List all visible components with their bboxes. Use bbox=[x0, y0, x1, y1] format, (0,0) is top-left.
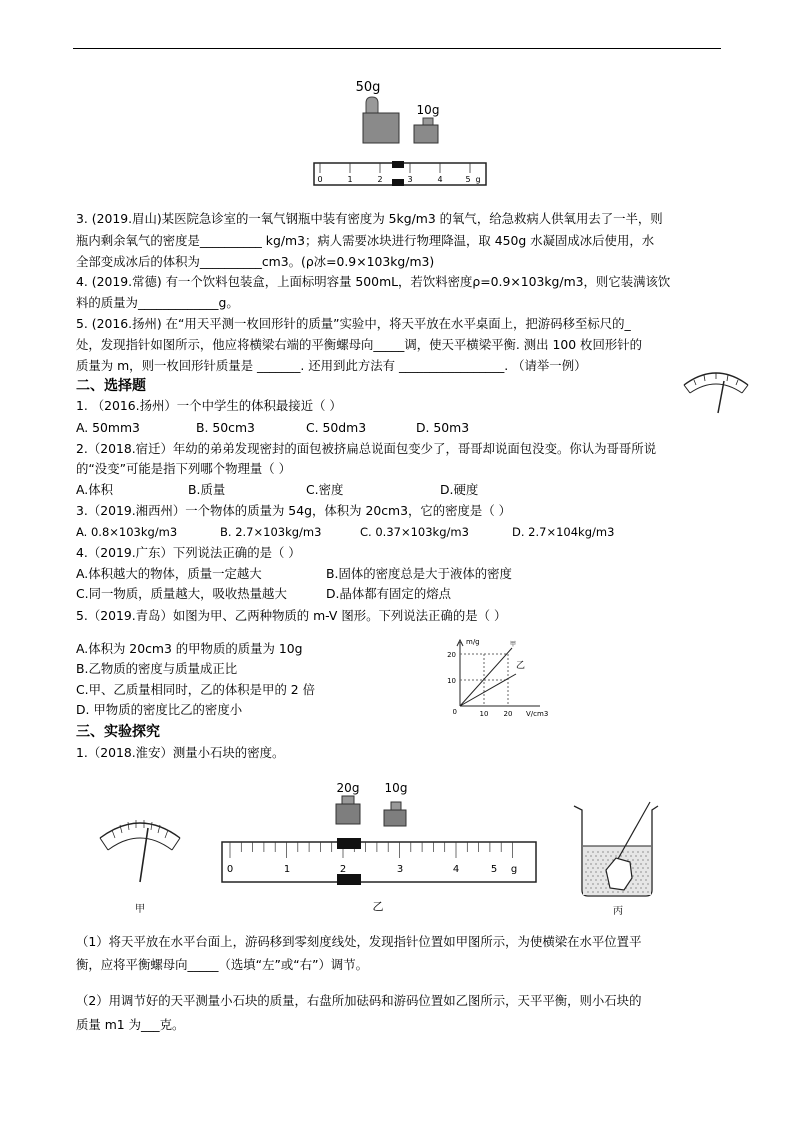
ruler-tick-0: 0 bbox=[317, 175, 323, 184]
water-texture-dot bbox=[597, 891, 598, 892]
water-texture-dot bbox=[595, 879, 596, 880]
fig-yi-weight-20g: 20g bbox=[336, 781, 360, 795]
water-texture-dot bbox=[597, 851, 598, 852]
e1-part2-line1: （2）用调节好的天平测量小石块的质量，右盘所加砝码和游码位置如乙图所示，天平平衡，则小石块的 bbox=[76, 993, 642, 1008]
water-texture-dot bbox=[600, 879, 601, 880]
c4-option-c: C.同一物质，质量越大，吸收热量越大 bbox=[76, 586, 287, 601]
water-texture-dot bbox=[595, 887, 596, 888]
c1-option-b: B. 50cm3 bbox=[196, 420, 255, 435]
c4-option-a: A.体积越大的物体，质量一定越大 bbox=[76, 566, 262, 581]
water-texture-dot bbox=[605, 879, 606, 880]
e1-part1-line2: 衡，应将平衡螺母向_____（选填“左”或“右”）调节。 bbox=[76, 957, 369, 972]
water-texture-dot bbox=[612, 851, 613, 852]
water-texture-dot bbox=[587, 875, 588, 876]
header-rule bbox=[73, 48, 721, 49]
water-texture-dot bbox=[597, 859, 598, 860]
c4-option-d: D.晶体都有固定的熔点 bbox=[326, 586, 451, 601]
c1-option-c: C. 50dm3 bbox=[306, 420, 367, 435]
ruler-tick-2: 2 bbox=[377, 175, 383, 184]
water-texture-dot bbox=[590, 863, 591, 864]
c5-question: 5.（2019.青岛）如图为甲、乙两种物质的 m-V 图形。下列说法正确的是（ ） bbox=[76, 608, 507, 623]
water-texture-dot bbox=[587, 851, 588, 852]
c5-option-c: C.甲、乙质量相同时，乙的体积是甲的 2 倍 bbox=[76, 682, 315, 697]
fig-bing-beaker bbox=[568, 800, 668, 918]
q3-line1: 3. (2019.眉山)某医院急诊室的一氧气钢瓶中装有密度为 5kg/m3 的氧气，给急救病人供氧用去了一半，则 bbox=[76, 211, 663, 226]
c5-option-a: A.体积为 20cm3 的甲物质的质量为 10g bbox=[76, 641, 303, 656]
water-texture-dot bbox=[600, 863, 601, 864]
water-texture-dot bbox=[612, 891, 613, 892]
graph-series-yi: 乙 bbox=[516, 661, 526, 671]
graph-series-jia: 甲 bbox=[510, 641, 517, 648]
water-texture-dot bbox=[590, 879, 591, 880]
graph-xlabel: V/cm3 bbox=[526, 710, 549, 718]
water-texture-dot bbox=[630, 887, 631, 888]
section-2-heading: 二、选择题 bbox=[76, 378, 146, 394]
c3-option-d: D. 2.7×104kg/m3 bbox=[512, 525, 615, 539]
water-texture-dot bbox=[635, 863, 636, 864]
water-texture-dot bbox=[597, 883, 598, 884]
water-texture-dot bbox=[592, 891, 593, 892]
graph-x0: 0 bbox=[452, 708, 457, 716]
top-balance-figure bbox=[300, 75, 500, 190]
ruler-tick-1: 1 bbox=[347, 175, 353, 184]
water-texture-dot bbox=[637, 867, 638, 868]
water-texture-dot bbox=[647, 891, 648, 892]
water-texture-dot bbox=[610, 855, 611, 856]
water-texture-dot bbox=[585, 871, 586, 872]
q5-line1: 5. (2016.扬州) 在“用天平测一枚回形针的质量”实验中，将天平放在水平桌面上，把游码移至标尺的_ bbox=[76, 316, 631, 331]
water-texture-dot bbox=[640, 871, 641, 872]
water-texture-dot bbox=[645, 855, 646, 856]
water-texture-dot bbox=[587, 891, 588, 892]
water-texture-dot bbox=[590, 887, 591, 888]
c3-question: 3.（2019.湘西州）一个物体的质量为 54g，体积为 20cm3，它的密度是（ ） bbox=[76, 503, 512, 518]
water-texture-dot bbox=[635, 887, 636, 888]
fig-yi-tick-5: 5 bbox=[490, 864, 498, 875]
water-texture-dot bbox=[637, 875, 638, 876]
c5-option-b: B.乙物质的密度与质量成正比 bbox=[76, 661, 238, 676]
fig-yi-label: 乙 bbox=[372, 900, 384, 913]
m-v-graph bbox=[440, 634, 555, 720]
water-texture-dot bbox=[627, 859, 628, 860]
water-texture-dot bbox=[602, 851, 603, 852]
q3-line3: 全部变成冰后的体积为__________cm3。(ρ冰=0.9×103kg/m3) bbox=[76, 254, 435, 269]
section-3-heading: 三、实验探究 bbox=[76, 724, 160, 740]
water-texture-dot bbox=[637, 883, 638, 884]
c1-question: 1. （2016.扬州）一个中学生的体积最接近（ ） bbox=[76, 398, 342, 413]
c5-option-d: D. 甲物质的密度比乙的密度小 bbox=[76, 702, 243, 717]
ruler-tick-4: 4 bbox=[437, 175, 443, 184]
water-texture-dot bbox=[607, 851, 608, 852]
c1-option-a: A. 50mm3 bbox=[76, 420, 140, 435]
water-texture-dot bbox=[647, 859, 648, 860]
fig-yi-unit: g bbox=[510, 864, 518, 875]
water-texture-dot bbox=[592, 875, 593, 876]
q5-line3: 质量为 m，则一枚回形针质量是 _______. 还用到此方法有 _________________. （请举一例） bbox=[76, 358, 587, 373]
c2-line1: 2.（2018.宿迁）年幼的弟弟发现密封的面包被挤扁总说面包变少了，哥哥却说面包没变。你认为哥哥所说 bbox=[76, 441, 657, 456]
fig-yi-tick-3: 3 bbox=[396, 864, 404, 875]
e1-part1-line1: （1）将天平放在水平台面上，游码移到零刻度线处，发现指针位置如甲图所示，为使横梁在水平位置平 bbox=[76, 934, 642, 949]
water-texture-dot bbox=[640, 887, 641, 888]
water-texture-dot bbox=[632, 859, 633, 860]
c4-question: 4.（2019.广东）下列说法正确的是（ ） bbox=[76, 545, 301, 560]
water-texture-dot bbox=[640, 863, 641, 864]
fig-yi-tick-0: 0 bbox=[226, 864, 234, 875]
water-texture-dot bbox=[645, 863, 646, 864]
water-texture-dot bbox=[637, 859, 638, 860]
water-texture-dot bbox=[602, 891, 603, 892]
c2-option-a: A.体积 bbox=[76, 482, 113, 497]
water-texture-dot bbox=[607, 859, 608, 860]
c4-option-b: B.固体的密度总是大于液体的密度 bbox=[326, 566, 512, 581]
water-texture-dot bbox=[595, 855, 596, 856]
water-texture-dot bbox=[590, 855, 591, 856]
c3-option-c: C. 0.37×103kg/m3 bbox=[360, 525, 469, 539]
water-texture-dot bbox=[632, 867, 633, 868]
fig-bing-label: 丙 bbox=[613, 906, 623, 917]
q4-line2: 料的质量为_____________g。 bbox=[76, 295, 239, 310]
fig-yi-weight-10g: 10g bbox=[384, 781, 408, 795]
water-texture-dot bbox=[627, 891, 628, 892]
pointer-dial-figure bbox=[680, 365, 752, 415]
water-texture-dot bbox=[600, 871, 601, 872]
graph-x20: 20 bbox=[503, 710, 513, 718]
c2-line2: 的“没变”可能是指下列哪个物理量（ ） bbox=[76, 461, 292, 476]
water-texture-dot bbox=[642, 883, 643, 884]
water-texture-dot bbox=[587, 859, 588, 860]
c2-option-c: C.密度 bbox=[306, 482, 344, 497]
water-texture-dot bbox=[642, 851, 643, 852]
water-texture-dot bbox=[592, 867, 593, 868]
water-texture-dot bbox=[600, 855, 601, 856]
fig-yi-balance bbox=[218, 778, 540, 913]
water-texture-dot bbox=[632, 883, 633, 884]
graph-ylabel: m/g bbox=[466, 638, 480, 646]
water-texture-dot bbox=[602, 875, 603, 876]
fig-yi-tick-1: 1 bbox=[283, 864, 291, 875]
fig-jia-label: 甲 bbox=[135, 904, 145, 915]
c2-option-d: D.硬度 bbox=[440, 482, 479, 497]
water-texture-dot bbox=[585, 879, 586, 880]
water-texture-dot bbox=[640, 879, 641, 880]
weight-label-10g: 10g bbox=[416, 103, 440, 117]
water-texture-dot bbox=[605, 855, 606, 856]
e1-part2-line2: 质量 m1 为___克。 bbox=[76, 1017, 185, 1032]
graph-y20: 20 bbox=[447, 651, 456, 659]
water-texture-dot bbox=[607, 891, 608, 892]
water-texture-dot bbox=[585, 855, 586, 856]
water-texture-dot bbox=[625, 855, 626, 856]
water-texture-dot bbox=[632, 851, 633, 852]
water-texture-dot bbox=[627, 851, 628, 852]
fig-yi-tick-2: 2 bbox=[339, 864, 347, 875]
water-texture-dot bbox=[647, 851, 648, 852]
q5-line2: 处，发现指针如图所示，他应将横梁右端的平衡螺母向_____调，使天平横梁平衡. 测出 100 枚回形针的 bbox=[76, 337, 643, 352]
water-texture-dot bbox=[635, 879, 636, 880]
water-texture-dot bbox=[605, 863, 606, 864]
water-texture-dot bbox=[587, 867, 588, 868]
ruler-tick-3: 3 bbox=[407, 175, 413, 184]
c3-option-b: B. 2.7×103kg/m3 bbox=[220, 525, 322, 539]
water-texture-dot bbox=[597, 875, 598, 876]
water-texture-dot bbox=[597, 867, 598, 868]
water-texture-dot bbox=[645, 879, 646, 880]
water-texture-dot bbox=[602, 859, 603, 860]
water-texture-dot bbox=[645, 871, 646, 872]
water-texture-dot bbox=[622, 891, 623, 892]
water-texture-dot bbox=[637, 891, 638, 892]
water-texture-dot bbox=[630, 855, 631, 856]
water-texture-dot bbox=[642, 867, 643, 868]
water-texture-dot bbox=[602, 867, 603, 868]
water-texture-dot bbox=[620, 855, 621, 856]
water-texture-dot bbox=[585, 863, 586, 864]
water-texture-dot bbox=[637, 851, 638, 852]
water-texture-dot bbox=[595, 871, 596, 872]
water-texture-dot bbox=[592, 851, 593, 852]
water-texture-dot bbox=[615, 855, 616, 856]
q4-line1: 4. (2019.常德) 有一个饮料包装盒，上面标明容量 500mL，若饮料密度ρ=0.9×103kg/m3，则它装满该饮 bbox=[76, 274, 671, 289]
water-texture-dot bbox=[640, 855, 641, 856]
water-texture-dot bbox=[647, 875, 648, 876]
weight-label-50g: 50g bbox=[355, 80, 381, 95]
water-texture-dot bbox=[590, 871, 591, 872]
water-texture-dot bbox=[585, 887, 586, 888]
water-texture-dot bbox=[635, 871, 636, 872]
graph-x10: 10 bbox=[479, 710, 489, 718]
water-texture-dot bbox=[587, 883, 588, 884]
water-texture-dot bbox=[645, 887, 646, 888]
water-texture-dot bbox=[642, 859, 643, 860]
water-texture-dot bbox=[600, 887, 601, 888]
water-texture-dot bbox=[642, 875, 643, 876]
c1-option-d: D. 50m3 bbox=[416, 420, 470, 435]
e1-question: 1.（2018.淮安）测量小石块的密度。 bbox=[76, 745, 285, 760]
water-texture-dot bbox=[642, 891, 643, 892]
water-texture-dot bbox=[647, 883, 648, 884]
graph-y10: 10 bbox=[447, 677, 456, 685]
water-texture-dot bbox=[592, 883, 593, 884]
water-texture-dot bbox=[602, 883, 603, 884]
water-texture-dot bbox=[647, 867, 648, 868]
fig-yi-tick-4: 4 bbox=[452, 864, 460, 875]
q3-line2: 瓶内剩余氧气的密度是__________ kg/m3；病人需要冰块进行物理降温，取 450g 水凝固成冰后使用，水 bbox=[76, 233, 655, 248]
water-texture-dot bbox=[617, 851, 618, 852]
water-texture-dot bbox=[592, 859, 593, 860]
water-texture-dot bbox=[595, 863, 596, 864]
ruler-unit: g bbox=[475, 175, 481, 184]
c3-option-a: A. 0.8×103kg/m3 bbox=[76, 525, 178, 539]
water-texture-dot bbox=[605, 887, 606, 888]
water-texture-dot bbox=[632, 891, 633, 892]
water-texture-dot bbox=[617, 891, 618, 892]
water-texture-dot bbox=[632, 875, 633, 876]
c2-option-b: B.质量 bbox=[188, 482, 226, 497]
ruler-tick-5: 5 bbox=[465, 175, 471, 184]
water-texture-dot bbox=[635, 855, 636, 856]
fig-jia-dial bbox=[96, 812, 186, 916]
